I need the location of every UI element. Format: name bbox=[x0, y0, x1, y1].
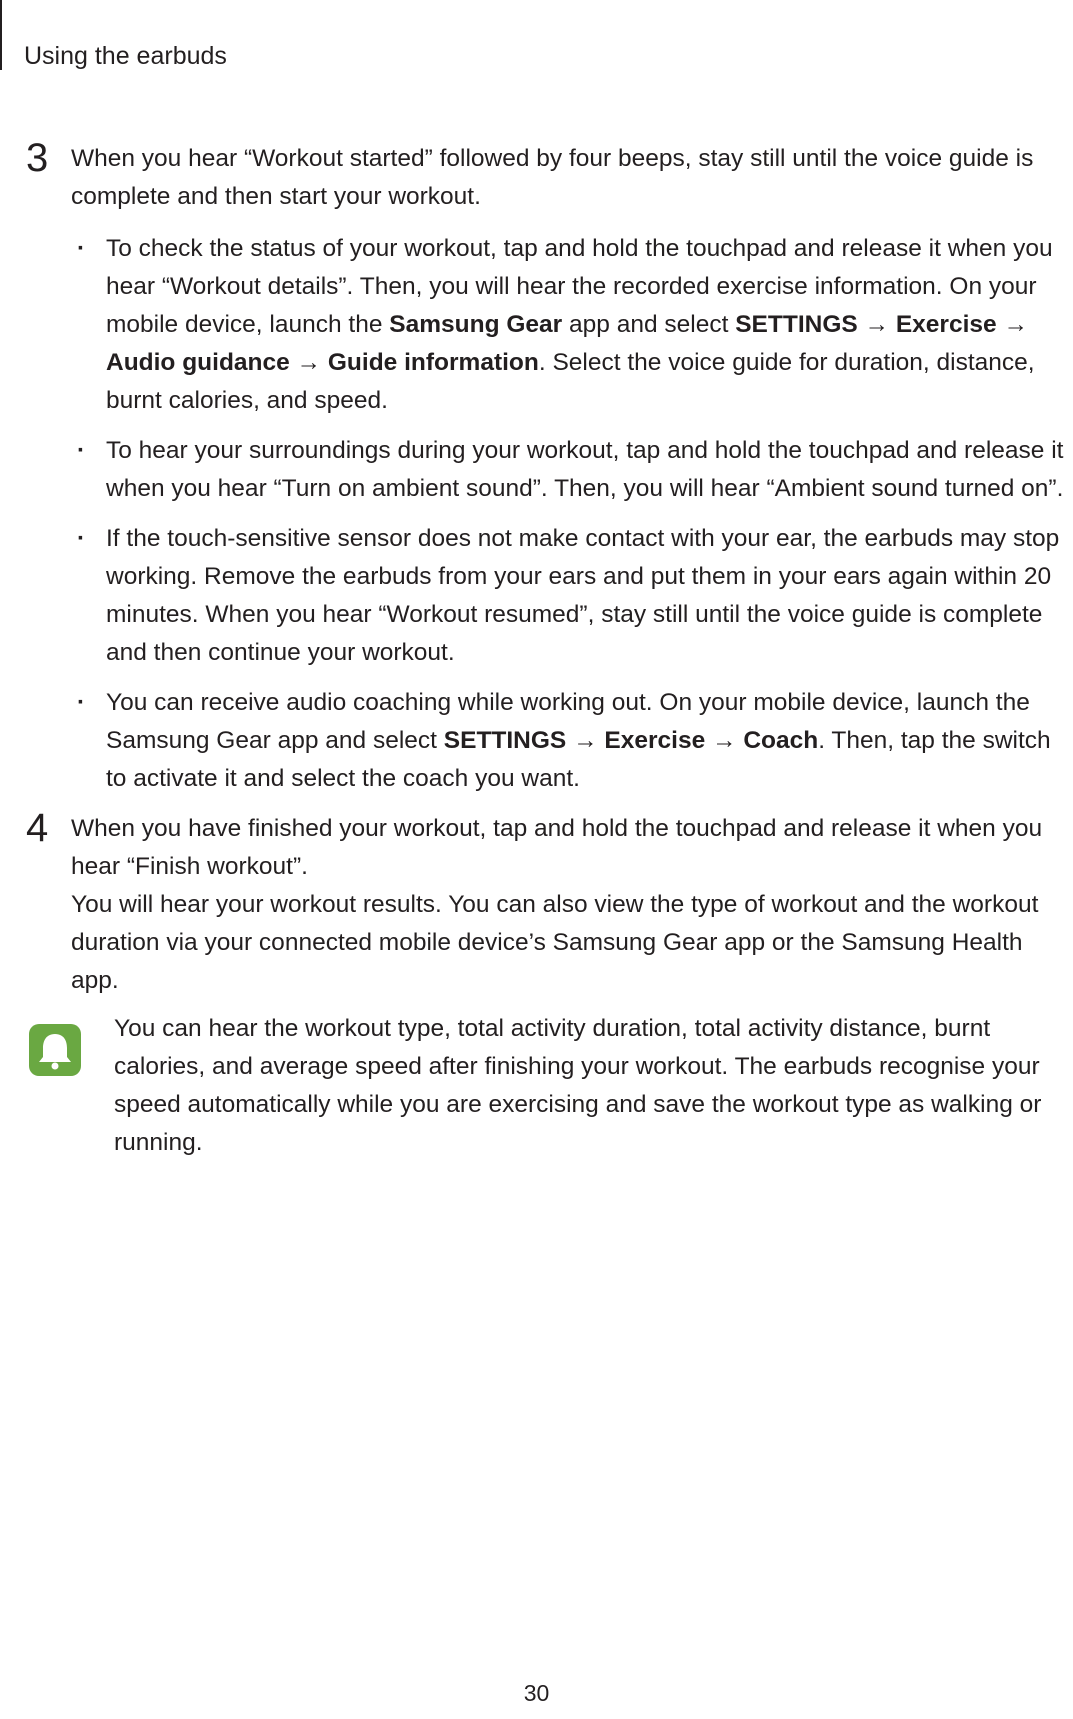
menu-exercise: Exercise bbox=[895, 311, 997, 338]
menu-settings: SETTINGS bbox=[443, 727, 567, 754]
menu-audio-guidance: Audio guidance bbox=[106, 349, 290, 376]
bullet-item: · You can receive audio coaching while working out. On your mobile device, launch the Samsung Gear app and select SETTINGS → Exercise → Coach. Then, tap the switch to activate it and select the coach you want. bbox=[71, 684, 1070, 798]
step-paragraph: You will hear your workout results. You can also view the type of workout and the workout duration via your connected mobile device’s Samsung Gear app or the Samsung Health app. bbox=[71, 891, 1039, 994]
page-content bbox=[26, 136, 1070, 1162]
app-name: Samsung Gear bbox=[389, 311, 563, 338]
bullet-item: · To hear your surroundings during your workout, tap and hold the touchpad and release it when you hear “Turn on ambient sound”. Then, you will hear “Ambient sound turned on”. bbox=[71, 432, 1070, 508]
step-4 bbox=[26, 806, 1070, 1000]
menu-guide-information: Guide information bbox=[327, 349, 539, 376]
menu-settings: SETTINGS bbox=[735, 311, 858, 338]
step-text: When you hear “Workout started” followed by four beeps, stay still until the voice guide is complete and then start your workout. bbox=[71, 145, 1034, 210]
step-number: 3 bbox=[26, 136, 49, 180]
menu-coach: Coach bbox=[743, 727, 819, 754]
note-box bbox=[30, 1010, 1070, 1162]
bell-notice-icon bbox=[27, 1022, 83, 1078]
note-text: You can hear the workout type, total activity duration, total activity distance, burnt calories, and average speed after finishing your workout. The earbuds recognise your speed automatically while you are exercising and save the workout type as walking or running. bbox=[114, 1015, 1042, 1156]
bullet-list bbox=[71, 230, 1070, 798]
step-3 bbox=[26, 136, 1070, 798]
header-rule bbox=[0, 0, 2, 70]
step-text: When you have finished your workout, tap and hold the touchpad and release it when you hear “Finish workout”. bbox=[71, 815, 1043, 880]
menu-exercise: Exercise bbox=[604, 727, 706, 754]
page-number: 30 bbox=[523, 1680, 550, 1706]
bullet-item: · If the touch-sensitive sensor does not make contact with your ear, the earbuds may stop working. Remove the earbuds from your ears and put them in your ears again within 20 minutes. When you hear “Workout resumed”, stay still until the voice guide is complete and then continue your workout. bbox=[71, 520, 1070, 672]
bullet-item: · To check the status of your workout, tap and hold the touchpad and release it when you hear “Workout details”. Then, you will hear the recorded exercise information. On your mobile device, launch the Samsung Gear app and select SETTINGS → Exercise → Audio guidance → Guide information. Select the voice guide for duration, distance, burnt calories, and speed. bbox=[71, 230, 1070, 420]
step-number: 4 bbox=[26, 806, 49, 850]
section-header: Using the earbuds bbox=[24, 42, 227, 70]
